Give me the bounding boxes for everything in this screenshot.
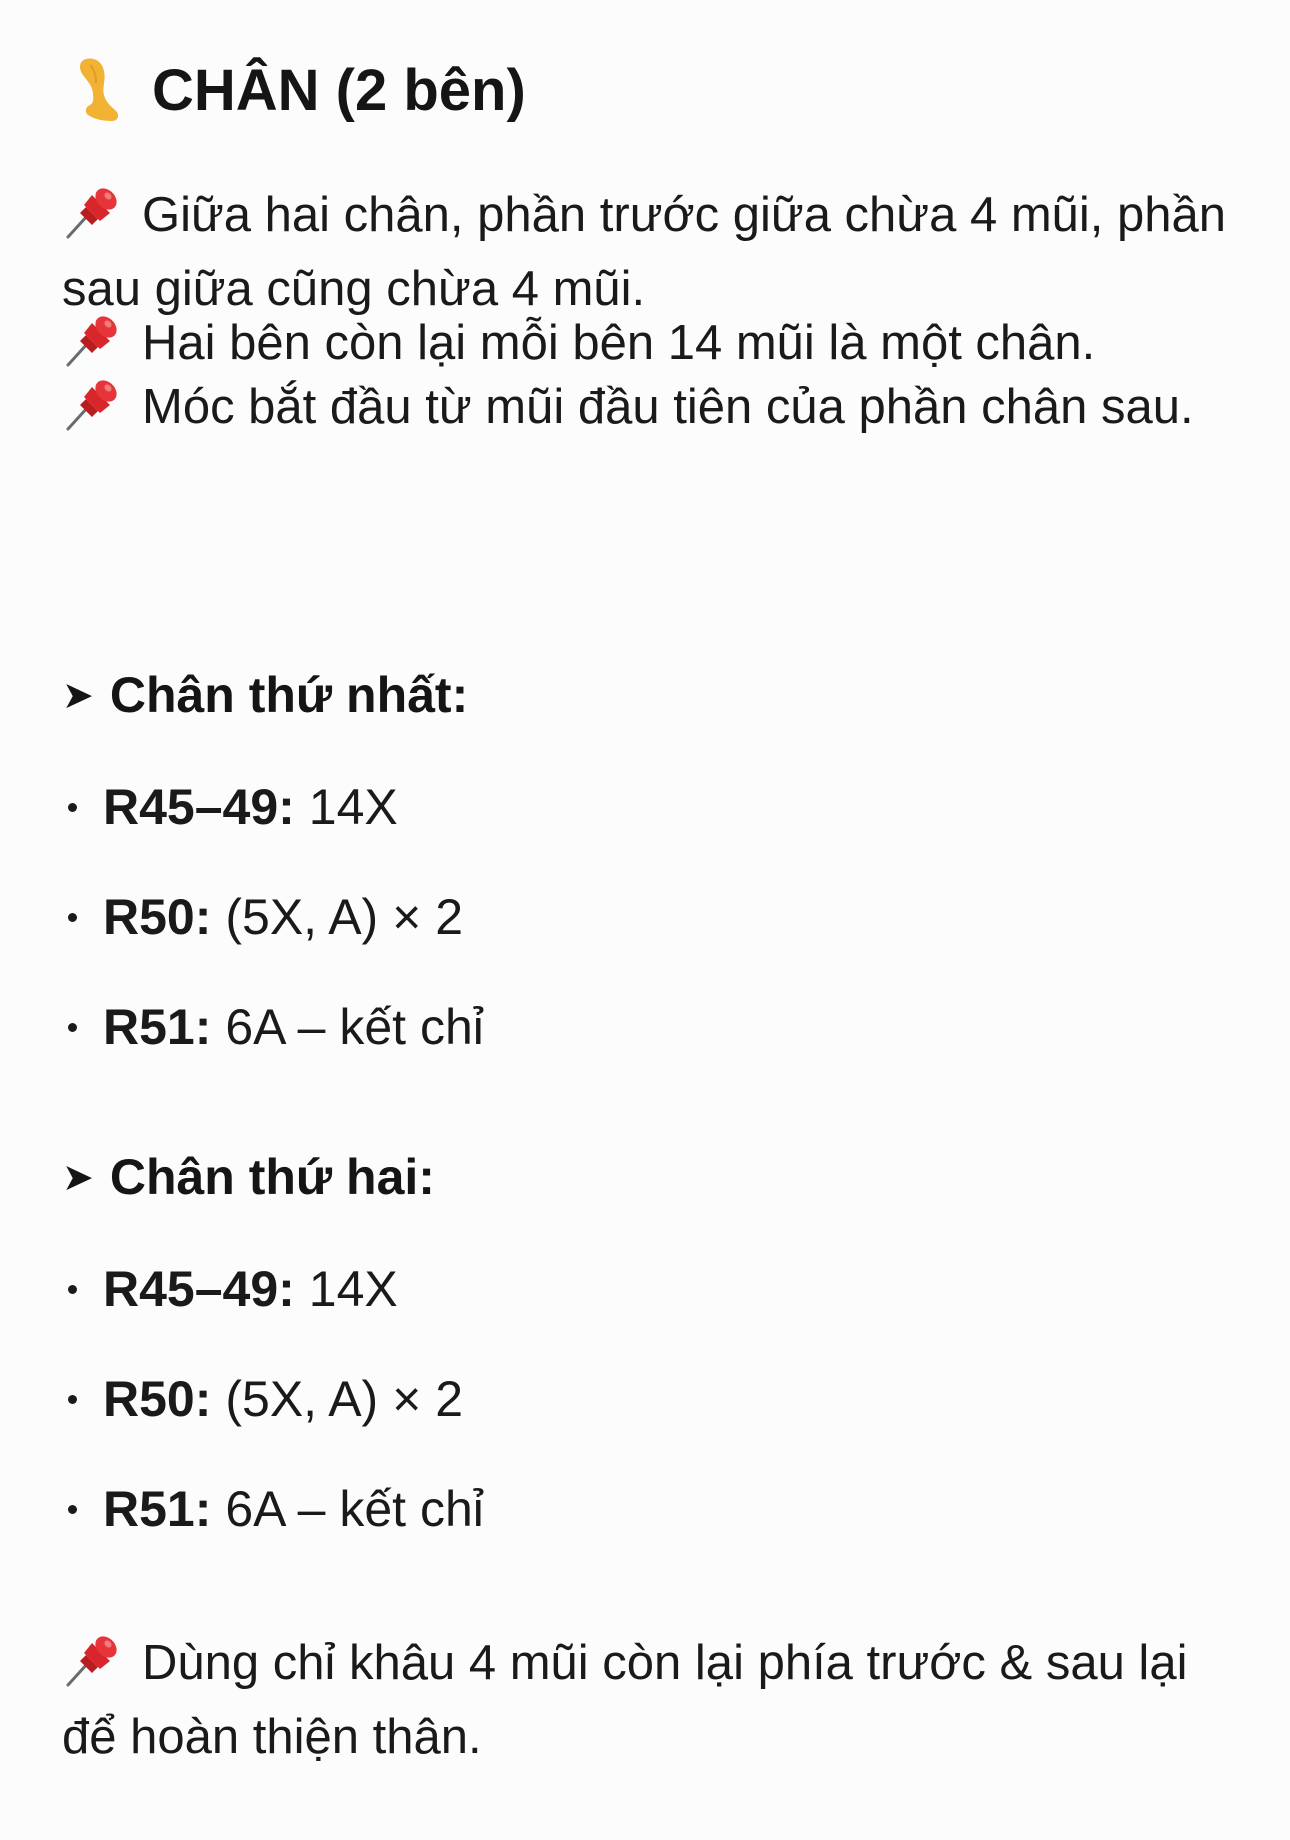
pushpin-icon (62, 309, 124, 371)
list-item (62, 1474, 484, 1544)
bullet-dot (68, 1285, 77, 1294)
round-label: R50: (103, 889, 212, 945)
list-item (62, 1364, 463, 1434)
section-heading-second-leg (62, 1142, 435, 1212)
bullet-dot (68, 1395, 77, 1404)
bullet-dot (68, 1023, 77, 1032)
round-label: R45–49: (103, 1261, 295, 1317)
intro-note-2 (62, 306, 1242, 380)
pushpin-icon (62, 181, 124, 243)
intro-text-2: Hai bên còn lại mỗi bên 14 mũi là một chân. (142, 316, 1096, 370)
intro-text-1: Giữa hai chân, phần trước giữa chừa 4 mũi, phần sau giữa cũng chừa 4 mũi. (62, 188, 1227, 316)
round-instruction: (5X, A) × 2 (225, 889, 463, 945)
pushpin-icon (62, 1629, 124, 1691)
round-label: R51: (103, 999, 212, 1055)
bullet-dot (68, 913, 77, 922)
round-instruction: (5X, A) × 2 (225, 1371, 463, 1427)
section-heading-first-leg (62, 660, 468, 730)
round-label: R50: (103, 1371, 212, 1427)
list-item (62, 882, 463, 952)
intro-note-1 (62, 178, 1242, 326)
section-heading-text: Chân thứ nhất: (109, 667, 469, 723)
list-item (62, 1254, 398, 1324)
round-instruction: 6A – kết chỉ (225, 999, 484, 1055)
section-heading-text: Chân thứ hai: (109, 1149, 435, 1205)
round-label: R51: (103, 1481, 212, 1537)
intro-note-3 (62, 370, 1242, 444)
list-item (62, 772, 398, 842)
arrowhead-icon: ➤ (62, 673, 94, 717)
page-title-text: CHÂN (2 bên) (152, 57, 526, 123)
leg-icon (72, 55, 124, 125)
round-instruction: 6A – kết chỉ (225, 1481, 484, 1537)
bullet-dot (68, 1505, 77, 1514)
pushpin-icon (62, 373, 124, 435)
arrowhead-icon: ➤ (62, 1155, 94, 1199)
round-label: R45–49: (103, 779, 295, 835)
page-title (72, 50, 526, 130)
intro-text-3: Móc bắt đầu từ mũi đầu tiên của phần chân sau. (142, 380, 1194, 434)
round-instruction: 14X (308, 779, 398, 835)
round-instruction: 14X (308, 1261, 398, 1317)
bullet-dot (68, 803, 77, 812)
list-item (62, 992, 484, 1062)
closing-text: Dùng chỉ khâu 4 mũi còn lại phía trước & sau lại để hoàn thiện thân. (62, 1636, 1188, 1764)
closing-note (62, 1626, 1242, 1774)
